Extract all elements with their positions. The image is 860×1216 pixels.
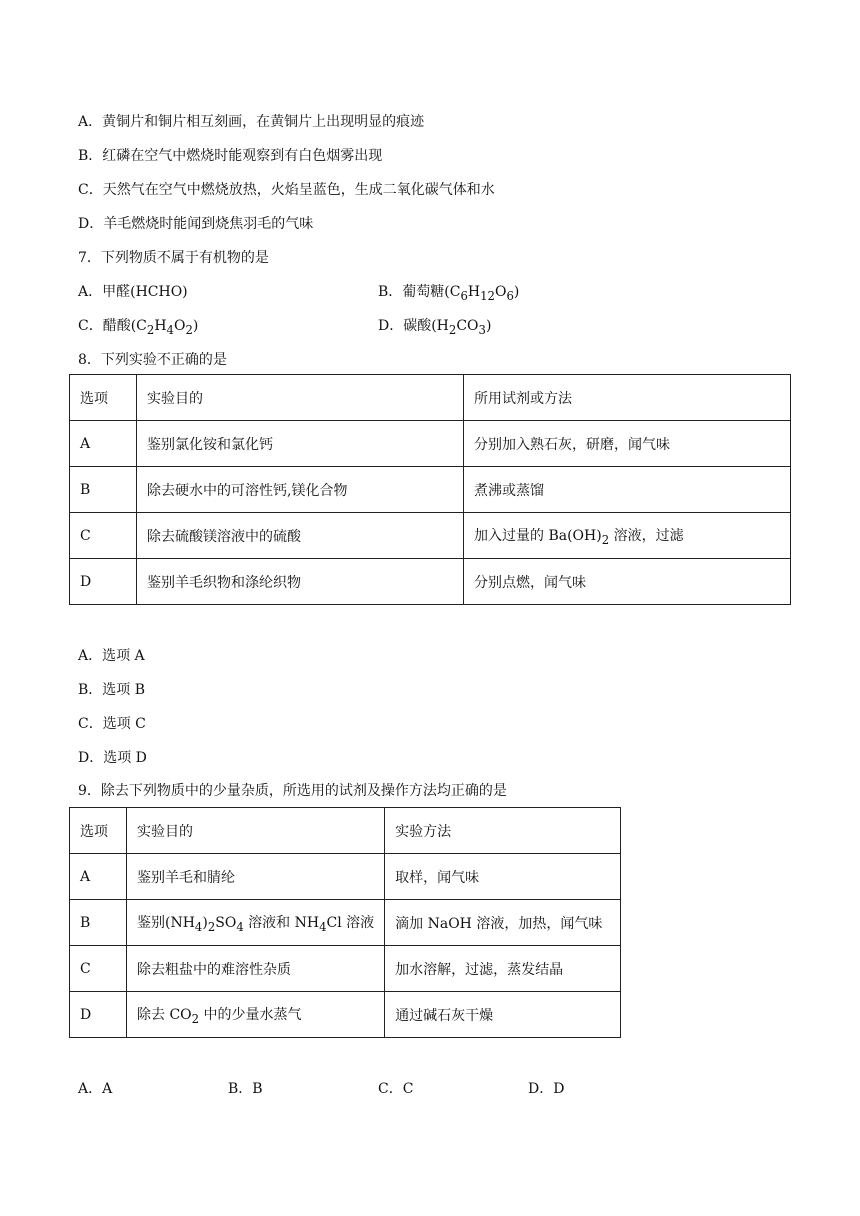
q9-option-d: D．D [528, 1081, 565, 1097]
q9-option-c: C．C [378, 1081, 414, 1097]
q8-option-b: B．选项 B [78, 682, 146, 698]
table-cell: C [70, 946, 127, 992]
table-cell: D [70, 559, 137, 605]
q9-option-b: B．B [228, 1081, 263, 1097]
q9-stem: 9．除去下列物质中的少量杂质，所选用的试剂及操作方法均正确的是 [78, 783, 507, 799]
table-cell: B [70, 900, 127, 946]
table-cell: A [70, 854, 127, 900]
q8-stem: 8．下列实验不正确的是 [78, 352, 227, 368]
table-cell: 除去 $CO_2$ 中的少量水蒸气 [127, 992, 385, 1038]
q7-stem: 7．下列物质不属于有机物的是 [78, 250, 269, 266]
table-cell: 通过碱石灰干燥 [385, 992, 621, 1038]
table-cell: C [70, 513, 137, 559]
table-row [70, 421, 791, 467]
q8-option-d: D．选项 D [78, 750, 147, 766]
q6-option-b: B．红磷在空气中燃烧时能观察到有白色烟雾出现 [78, 148, 383, 164]
table-cell: B [70, 467, 137, 513]
q7-option-a: A．甲醛(HCHO) [78, 284, 188, 300]
table-cell: 除去硫酸镁溶液中的硫酸 [137, 513, 464, 559]
table-row [70, 854, 621, 900]
table-cell: D [70, 992, 127, 1038]
table-row [70, 513, 791, 559]
table-row [70, 992, 621, 1038]
table-row [70, 559, 791, 605]
table-cell: 鉴别$(NH_4)_2SO_4$ 溶液和 $NH_4Cl$ 溶液 [127, 900, 385, 946]
q8-option-c: C．选项 C [78, 716, 146, 732]
table-cell: 分别点燃，闻气味 [464, 559, 791, 605]
table-cell: 除去粗盐中的难溶性杂质 [127, 946, 385, 992]
table-header-row [70, 375, 791, 421]
table-cell: 加入过量的 $Ba(OH)_2$ 溶液，过滤 [464, 513, 791, 559]
header-cell: 实验目的 [127, 808, 385, 854]
q7-option-c: C．醋酸$(C_2H_4O_2)$ [78, 318, 199, 337]
q7-option-d: D．碳酸$(H_2CO_3)$ [378, 318, 492, 337]
table-header-row [70, 808, 621, 854]
table-cell: 鉴别羊毛和腈纶 [127, 854, 385, 900]
q9-table [69, 807, 621, 1038]
q6-option-a: A．黄铜片和铜片相互刻画，在黄铜片上出现明显的痕迹 [78, 114, 425, 130]
table-row [70, 946, 621, 992]
table-cell: 加水溶解，过滤，蒸发结晶 [385, 946, 621, 992]
header-cell: 实验目的 [137, 375, 464, 421]
header-cell: 选项 [70, 808, 127, 854]
header-cell: 选项 [70, 375, 137, 421]
table-cell: 除去硬水中的可溶性钙,镁化合物 [137, 467, 464, 513]
table-cell: 取样，闻气味 [385, 854, 621, 900]
table-cell: 分别加入熟石灰，研磨，闻气味 [464, 421, 791, 467]
table-cell: A [70, 421, 137, 467]
header-cell: 实验方法 [385, 808, 621, 854]
q8-option-a: A．选项 A [78, 648, 145, 664]
table-cell: 滴加 NaOH 溶液，加热，闻气味 [385, 900, 621, 946]
q6-option-d: D．羊毛燃烧时能闻到烧焦羽毛的气味 [78, 216, 314, 232]
header-cell: 所用试剂或方法 [464, 375, 791, 421]
table-cell: 鉴别氯化铵和氯化钙 [137, 421, 464, 467]
q7-option-b: B．葡萄糖$(C_6H_{12}O_6)$ [378, 284, 520, 303]
table-cell: 鉴别羊毛织物和涤纶织物 [137, 559, 464, 605]
table-row [70, 900, 621, 946]
q9-option-a: A．A [78, 1081, 113, 1097]
table-row [70, 467, 791, 513]
q6-option-c: C．天然气在空气中燃烧放热，火焰呈蓝色，生成二氧化碳气体和水 [78, 182, 495, 198]
table-cell: 煮沸或蒸馏 [464, 467, 791, 513]
q8-table [69, 374, 791, 605]
